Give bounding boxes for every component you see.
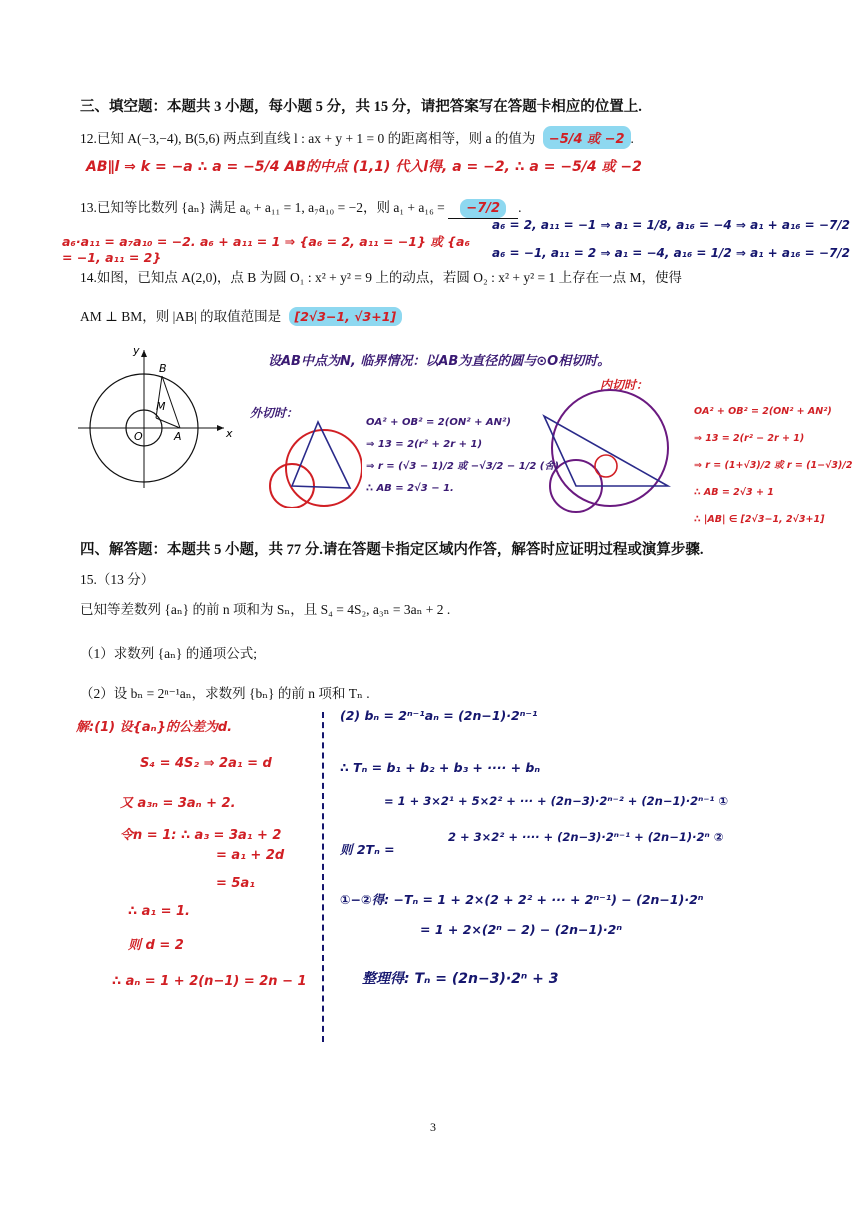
question-14-text-2: AM ⊥ BM，则 |AB| 的取值范围是 <box>80 309 282 324</box>
label-o: O <box>134 430 143 443</box>
section-3-title: 三、填空题：本题共 3 小题，每小题 5 分，共 15 分，请把答案写在答题卡相应的位置上. <box>80 99 642 115</box>
question-13-text: 13.已知等比数列 {aₙ} 满足 a₆ + a₁₁ = 1, a₇a₁₀ = −2，则 a₁ + a₁₆ = <box>80 200 445 215</box>
sol1-line-6: = 5a₁ <box>216 876 255 891</box>
question-13-work-right-2: a₆ = −1, a₁₁ = 2 ⇒ a₁ = −4, a₁₆ = 1/2 ⇒ a₁ + a₁₆ = −7/2 <box>492 246 851 260</box>
sol2-line-7: = 1 + 2×(2ⁿ − 2) − (2n−1)·2ⁿ <box>420 922 623 937</box>
question-13-answer: −7/2 <box>460 199 506 218</box>
work-outer-line-3: ⇒ r = (√3 − 1)/2 或 −√3/2 − 1/2 (舍) <box>366 461 559 472</box>
y-axis-arrow-icon <box>141 350 147 357</box>
question-12-answer: −5/4 或 −2 <box>543 126 631 149</box>
question-13: 13.已知等比数列 {aₙ} 满足 a₆ + a₁₁ = 1, a₇a₁₀ = −2，则 a₁ + a₁₆ = −7/2 . <box>80 196 522 219</box>
sol2-line-4: 则 2Tₙ = <box>340 842 395 857</box>
label-m: M <box>156 400 166 413</box>
question-14-work-inner <box>694 398 852 533</box>
question-12-work: AB∥l ⇒ k = −a ∴ a = −5/4 AB的中点 (1,1) 代入l得, a = −2, ∴ a = −5/4 或 −2 <box>86 159 642 175</box>
sol1-line-3: 又 a₃ₙ = 3aₙ + 2. <box>120 796 236 811</box>
dashed-divider <box>322 712 324 1042</box>
question-14-work-outer <box>366 412 559 500</box>
label-b: B <box>159 362 167 375</box>
sol2-line-3: = 1 + 3×2¹ + 5×2² + ··· + (2n−3)·2ⁿ⁻² + (2n−1)·2ⁿ⁻¹ ① <box>384 794 729 808</box>
question-14-text-1: 14.如图，已知点 A(2,0)，点 B 为圆 O₁ : x² + y² = 9 上的动点，若圆 O₂ : x² + y² = 1 上存在一点 M，使得 <box>80 270 683 285</box>
sketch-big-circle <box>552 390 668 506</box>
question-14-note: 设AB中点为N, 临界情况：以AB为直径的圆与⊙O相切时。 <box>268 354 611 369</box>
question-14-answer: [2√3−1, √3+1] <box>289 307 403 326</box>
sol2-line-8: 整理得: Tₙ = (2n−3)·2ⁿ + 3 <box>362 971 559 987</box>
sketch-outer-tangent <box>262 408 362 508</box>
work-inner-line-2: ⇒ 13 = 2(r² − 2r + 1) <box>694 433 805 444</box>
question-14-note-inner: 内切时： <box>600 378 649 392</box>
work-inner-line-5: ∴ |AB| ∈ [2√3−1, 2√3+1] <box>694 514 825 525</box>
sol1-line-8: 则 d = 2 <box>128 938 184 953</box>
work-inner-line-3: ⇒ r = (1+√3)/2 或 r = (1−√3)/2 <box>694 460 853 471</box>
sol1-line-7: ∴ a₁ = 1. <box>128 904 190 919</box>
section-4-title: 四、解答题：本题共 5 小题，共 77 分.请在答题卡指定区域内作答，解答时应证明过程或演算步骤. <box>80 542 704 558</box>
sol1-line-1: 解:(1) 设{aₙ}的公差为d. <box>76 720 233 735</box>
sol1-line-4: 令n = 1: ∴ a₃ = 3a₁ + 2 <box>120 828 282 843</box>
question-14-figure <box>76 340 236 490</box>
sol2-line-5: 2 + 3×2² + ···· + (2n−3)·2ⁿ⁻¹ + (2n−1)·2ⁿ ② <box>448 830 724 844</box>
sketch-red-circle <box>595 455 617 477</box>
sketch-triangle <box>292 422 350 488</box>
question-12-text: 12.已知 A(−3,−4), B(5,6) 两点到直线 l : ax + y + 1 = 0 的距离相等，则 a 的值为 <box>80 131 536 146</box>
question-12: 12.已知 A(−3,−4), B(5,6) 两点到直线 l : ax + y + 1 = 0 的距离相等，则 a 的值为 −5/4 或 −2 . <box>80 126 634 149</box>
sol1-line-2: S₄ = 4S₂ ⇒ 2a₁ = d <box>140 756 272 771</box>
sol1-line-9: ∴ aₙ = 1 + 2(n−1) = 2n − 1 <box>112 974 307 989</box>
work-inner-line-4: ∴ AB = 2√3 + 1 <box>694 487 774 498</box>
question-13-work-left: a₆·a₁₁ = a₇a₁₀ = −2. a₆ + a₁₁ = 1 ⇒ {a₆ = 2, a₁₁ = −1} 或 {a₆ = −1, a₁₁ = 2} <box>62 234 470 265</box>
work-outer-line-1: OA² + OB² = 2(ON² + AN²) <box>366 417 511 428</box>
segment-am <box>156 418 180 428</box>
question-15-stem: 已知等差数列 {aₙ} 的前 n 项和为 Sₙ，且 S₄ = 4S₂, a₃ₙ = 3aₙ + 2 . <box>80 602 451 617</box>
work-outer-line-2: ⇒ 13 = 2(r² + 2r + 1) <box>366 439 483 450</box>
work-inner-line-1: OA² + OB² = 2(ON² + AN²) <box>694 406 832 417</box>
sol2-line-2: ∴ Tₙ = b₁ + b₂ + b₃ + ···· + bₙ <box>340 760 541 775</box>
label-a: A <box>174 430 182 443</box>
question-13-work-right-1: a₆ = 2, a₁₁ = −1 ⇒ a₁ = 1/8, a₁₆ = −4 ⇒ a₁ + a₁₆ = −7/2 <box>492 218 851 232</box>
label-x: x <box>226 427 233 440</box>
x-axis-arrow-icon <box>217 425 224 431</box>
sketch-large-circle <box>286 430 362 506</box>
sketch-triangle-2 <box>544 416 668 486</box>
question-15-head: 15.（13 分） <box>80 572 155 587</box>
sol2-line-6: ①−②得: −Tₙ = 1 + 2×(2 + 2² + ··· + 2ⁿ⁻¹) − (2n−1)·2ⁿ <box>340 892 704 907</box>
sol1-line-5: = a₁ + 2d <box>216 848 285 863</box>
sol2-line-1: (2) bₙ = 2ⁿ⁻¹aₙ = (2n−1)·2ⁿ⁻¹ <box>340 708 538 723</box>
question-14-note-outer: 外切时： <box>250 406 299 420</box>
question-14 <box>80 305 402 326</box>
page-number: 3 <box>430 1120 436 1134</box>
question-15-part-1: （1）求数列 {aₙ} 的通项公式; <box>80 646 258 661</box>
work-outer-line-4: ∴ AB = 2√3 − 1. <box>366 483 454 494</box>
label-y: y <box>133 344 140 357</box>
question-15-part-2: （2）设 bₙ = 2ⁿ⁻¹aₙ，求数列 {bₙ} 的前 n 项和 Tₙ . <box>80 686 370 701</box>
